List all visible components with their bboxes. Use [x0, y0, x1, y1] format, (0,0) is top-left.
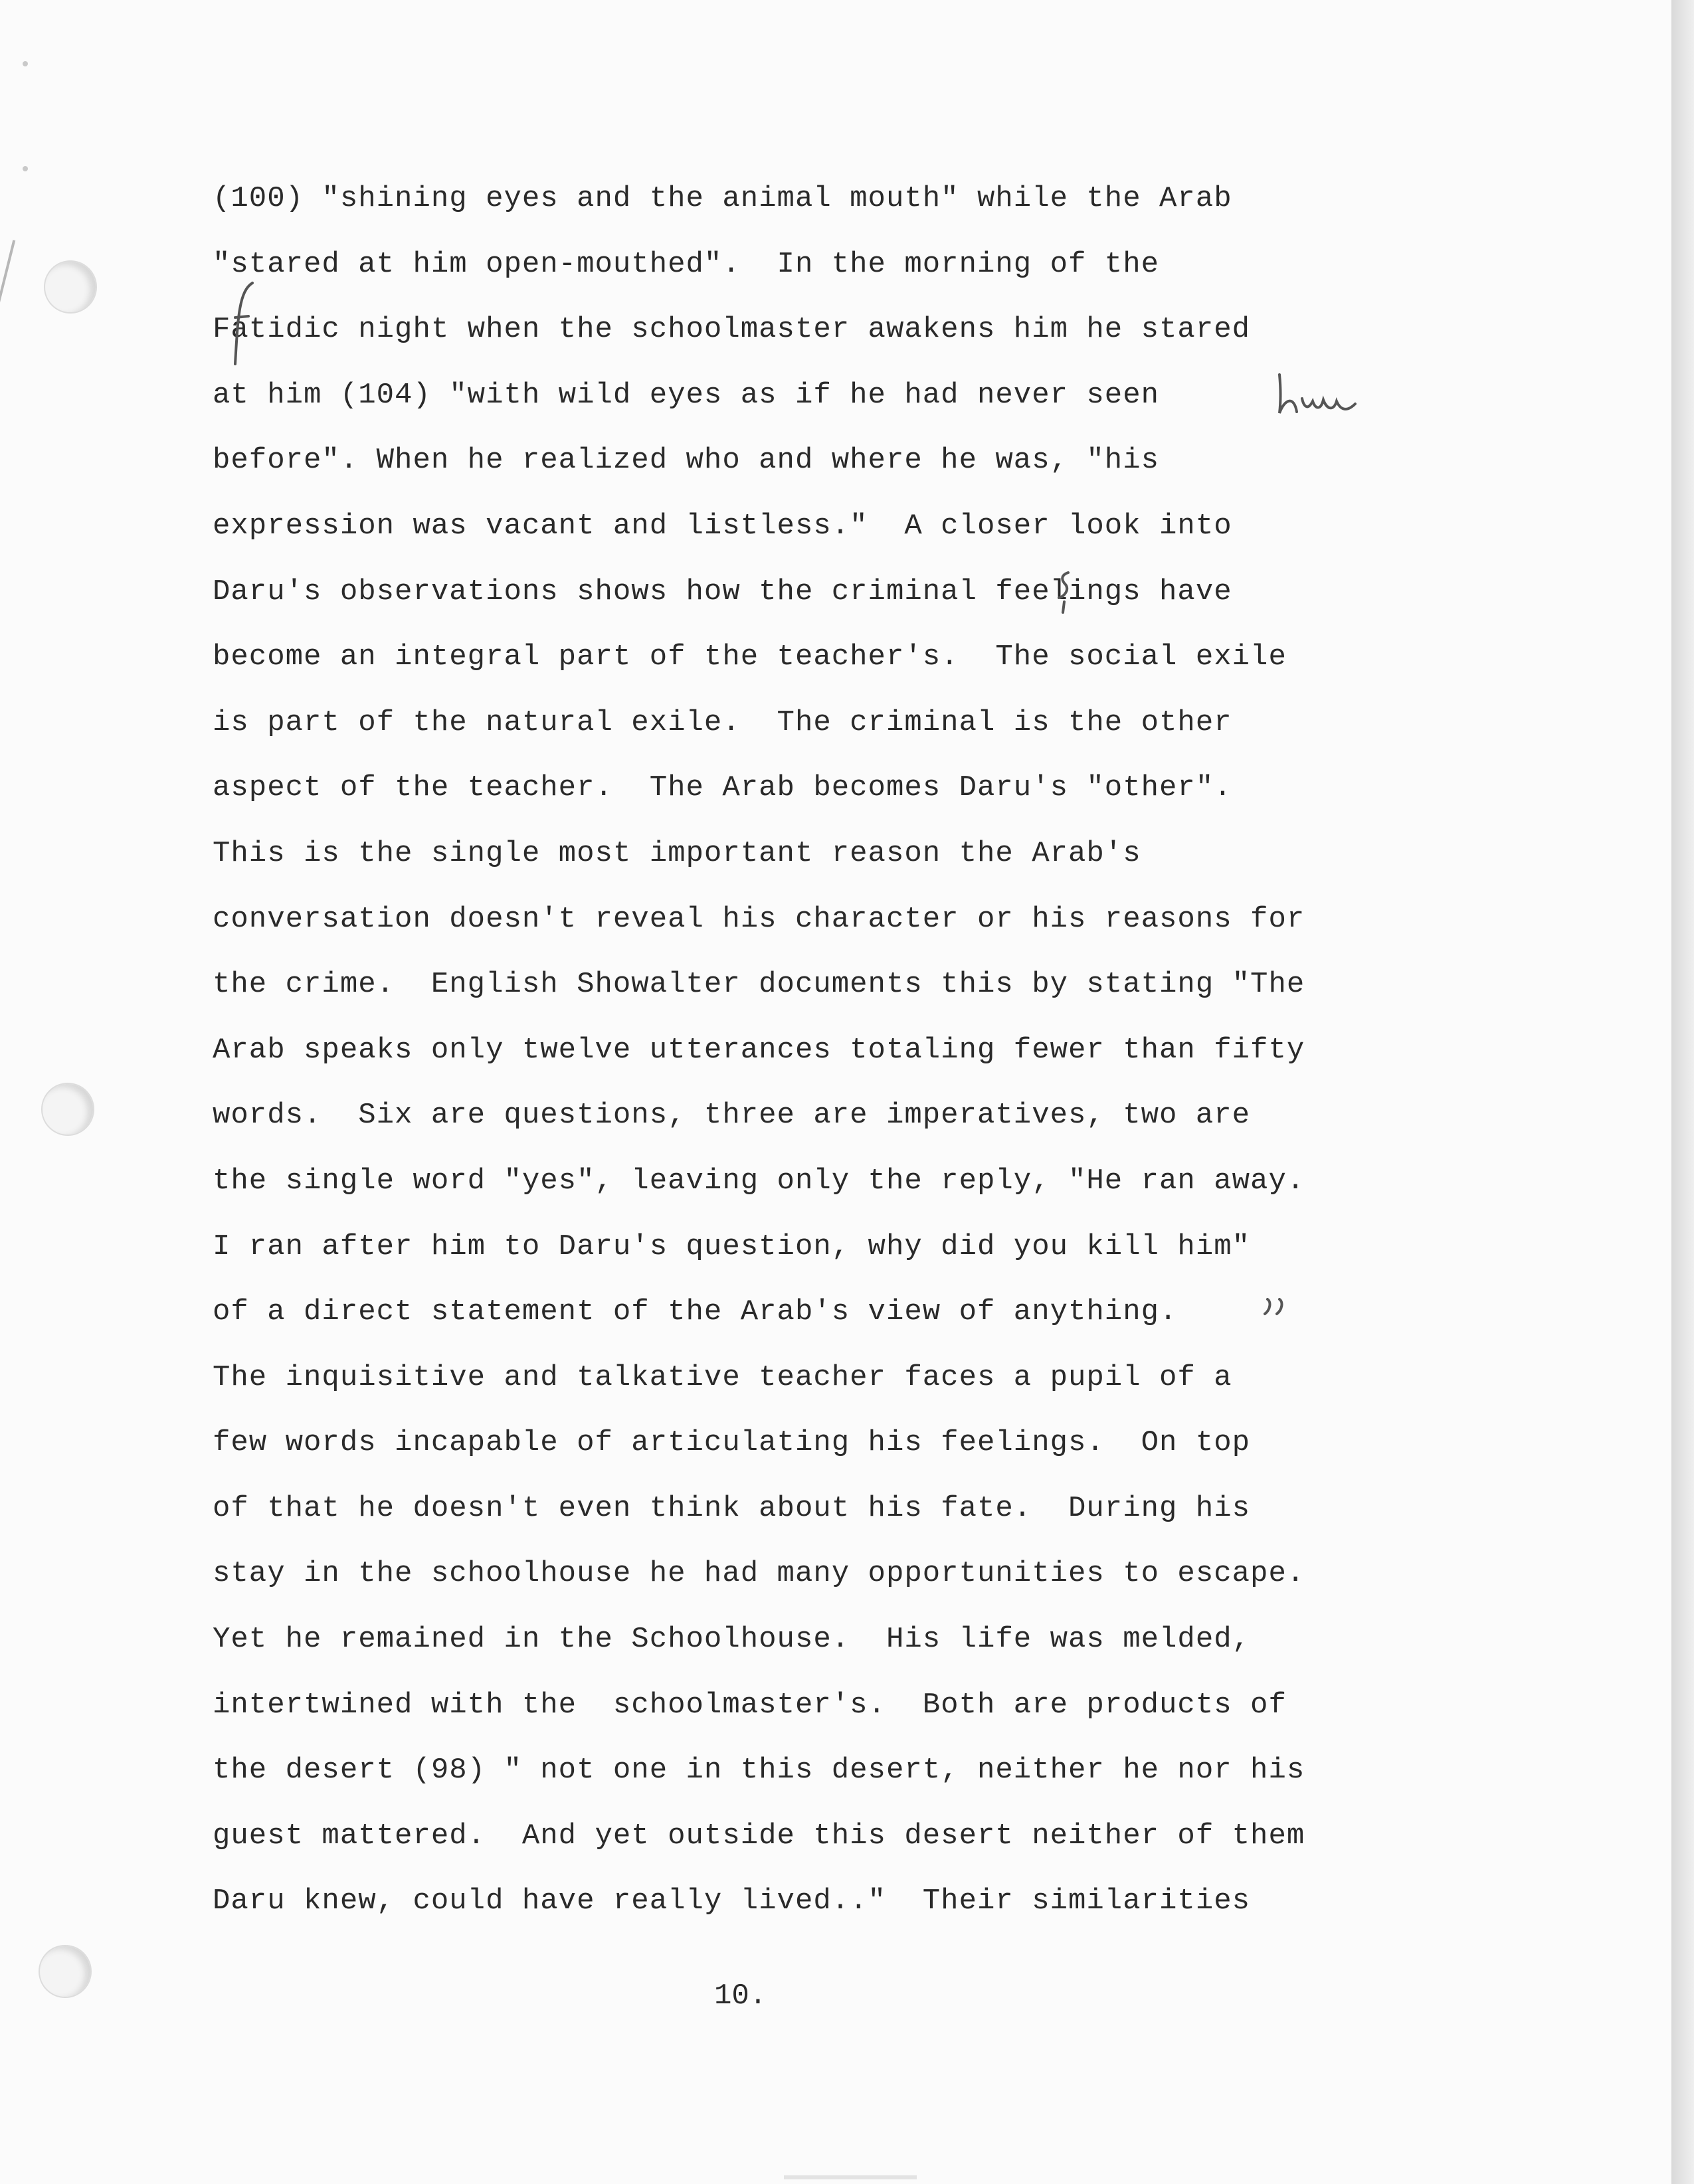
handwritten-quote-mark	[1261, 1295, 1294, 1322]
text-line: This is the single most important reason the Arab's	[213, 836, 1141, 870]
handwritten-f-correction	[226, 278, 266, 371]
text-line: Fatidic night when the schoolmaster awakens him he stared	[213, 313, 1251, 347]
text-line: few words incapable of articulating his feelings. On top	[213, 1426, 1251, 1460]
text-line: before". When he realized who and where he was, "his	[213, 444, 1160, 478]
staple-mark	[23, 61, 28, 66]
page-fold-mark	[784, 2175, 917, 2179]
text-line: Daru's observations shows how the criminal feelings have	[213, 575, 1232, 608]
punch-hole	[44, 260, 97, 314]
text-line: of that he doesn't even think about his fate. During his	[213, 1491, 1251, 1525]
text-line: stay in the schoolhouse he had many opportunities to escape.	[213, 1557, 1305, 1591]
margin-pen-mark	[0, 240, 15, 312]
text-line: Yet he remained in the Schoolhouse. His life was melded,	[213, 1623, 1251, 1657]
text-line: the single word "yes", leaving only the reply, "He ran away.	[213, 1164, 1305, 1198]
text-line: the crime. English Showalter documents this by stating "The	[213, 968, 1305, 1002]
text-line: expression was vacant and listless." A closer look into	[213, 509, 1232, 543]
handwritten-word-him	[1274, 372, 1361, 418]
text-line: aspect of the teacher. The Arab becomes Daru's "other".	[213, 771, 1232, 805]
text-line: is part of the natural exile. The criminal is the other	[213, 705, 1232, 739]
punch-hole	[39, 1945, 92, 1998]
text-line: at him (104) "with wild eyes as if he had never seen	[213, 378, 1160, 412]
text-line: "stared at him open-mouthed". In the morning of the	[213, 247, 1160, 281]
body-text	[213, 166, 1435, 1934]
staple-mark	[23, 166, 28, 171]
text-line: the desert (98) " not one in this desert, neither he nor his	[213, 1754, 1305, 1787]
text-line: become an integral part of the teacher's. The social exile	[213, 640, 1287, 674]
text-line: guest mattered. And yet outside this desert neither of them	[213, 1819, 1305, 1853]
text-line: intertwined with the schoolmaster's. Both are products of	[213, 1688, 1287, 1722]
text-line: conversation doesn't reveal his character or his reasons for	[213, 902, 1305, 936]
punch-hole	[41, 1083, 94, 1136]
page-number: 10.	[714, 1979, 767, 2013]
handwritten-s-insertion	[1055, 570, 1075, 616]
text-line: Daru knew, could have really lived.." Their similarities	[213, 1884, 1251, 1918]
text-line: Arab speaks only twelve utterances totaling fewer than fifty	[213, 1033, 1305, 1067]
text-line: words. Six are questions, three are imperatives, two are	[213, 1099, 1251, 1133]
text-line: (100) "shining eyes and the animal mouth" while the Arab	[213, 182, 1232, 215]
page-edge	[1671, 0, 1694, 2184]
text-line: I ran after him to Daru's question, why did you kill him"	[213, 1229, 1251, 1263]
text-line: of a direct statement of the Arab's view of anything.	[213, 1295, 1178, 1329]
text-line: The inquisitive and talkative teacher faces a pupil of a	[213, 1360, 1232, 1394]
